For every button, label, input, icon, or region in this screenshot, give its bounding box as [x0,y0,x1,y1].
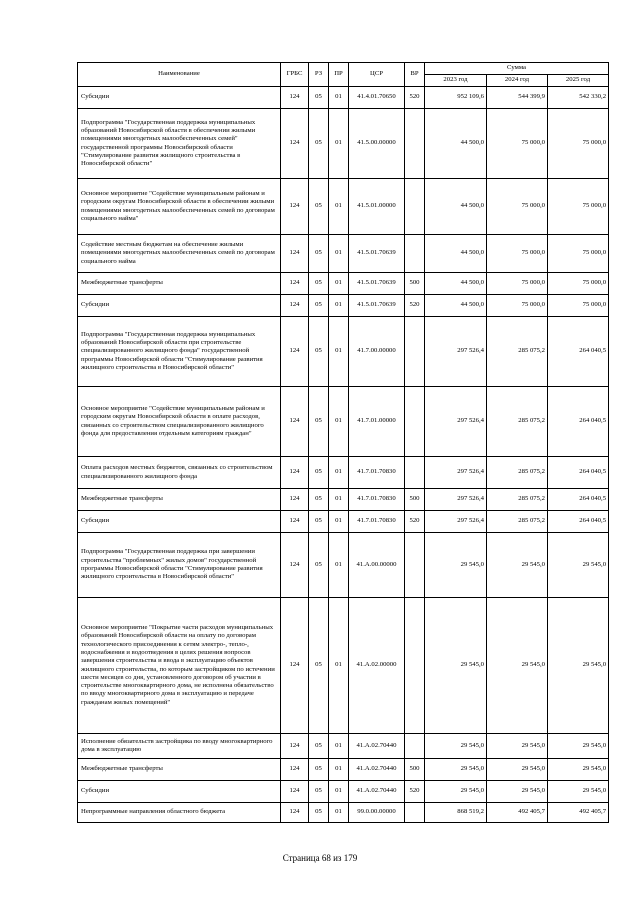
header-csr: ЦСР [349,63,405,87]
row-rz: 05 [309,511,329,533]
row-grbs: 124 [281,109,309,179]
row-name: Межбюджетные трансферты [78,759,281,781]
row-rz: 05 [309,179,329,235]
row-grbs: 124 [281,235,309,273]
table-row [78,273,609,295]
row-2025: 264 040,5 [548,457,609,489]
row-2024: 285 075,2 [487,457,548,489]
row-csr: 41.А.02.70440 [349,734,405,759]
row-name: Подпрограмма "Государственная поддержка при завершении строительства "проблемных" жилых домов" государственной программы Новосибирской области "Стимулирование развития жилищного строительства в Новосибирской области" [78,533,281,598]
row-rz: 05 [309,759,329,781]
row-grbs: 124 [281,87,309,109]
table-row [78,803,609,823]
table-row [78,734,609,759]
row-vr [405,179,425,235]
row-2024: 285 075,2 [487,511,548,533]
header-2023: 2023 год [425,75,487,87]
row-2024: 75 000,0 [487,109,548,179]
row-rz: 05 [309,533,329,598]
row-pr: 01 [329,273,349,295]
row-2024: 29 545,0 [487,781,548,803]
row-pr: 01 [329,803,349,823]
row-rz: 05 [309,489,329,511]
row-rz: 05 [309,317,329,387]
row-2024: 75 000,0 [487,235,548,273]
row-name: Субсидии [78,511,281,533]
row-2023: 29 545,0 [425,598,487,734]
row-name: Основное мероприятие "Содействие муниципальным районам и городским округам Новосибирской области в оплате расходов, связанных со строительством специализированного жилищного фонда для предоставления отдельным категориям граждан" [78,387,281,457]
row-2025: 29 545,0 [548,598,609,734]
row-pr: 01 [329,734,349,759]
row-name: Межбюджетные трансферты [78,273,281,295]
row-2023: 29 545,0 [425,759,487,781]
row-pr: 01 [329,235,349,273]
row-2024: 285 075,2 [487,317,548,387]
row-vr [405,734,425,759]
row-rz: 05 [309,87,329,109]
row-pr: 01 [329,317,349,387]
row-grbs: 124 [281,179,309,235]
row-csr: 41.7.00.00000 [349,317,405,387]
row-grbs: 124 [281,295,309,317]
row-csr: 41.7.01.70830 [349,511,405,533]
row-csr: 41.7.01.00000 [349,387,405,457]
row-name: Содействие местным бюджетам на обеспечение жилыми помещениями многодетных малообеспеченных семей по договорам социального найма [78,235,281,273]
row-grbs: 124 [281,317,309,387]
row-name: Субсидии [78,781,281,803]
row-csr: 99.0.00.00000 [349,803,405,823]
row-2025: 29 545,0 [548,759,609,781]
row-2023: 297 526,4 [425,457,487,489]
budget-table-sheet [77,62,608,823]
row-2023: 44 500,0 [425,273,487,295]
header-rz: РЗ [309,63,329,87]
row-name: Подпрограмма "Государственная поддержка муниципальных образований Новосибирской области при строительстве специализированного жилищного фонда" государственной программы Новосибирской области "Стимулирование развития жилищного строительства в Новосибирской области" [78,317,281,387]
row-csr: 41.А.02.00000 [349,598,405,734]
row-pr: 01 [329,533,349,598]
header-vr: ВР [405,63,425,87]
row-grbs: 124 [281,273,309,295]
row-pr: 01 [329,489,349,511]
row-vr [405,109,425,179]
table-row [78,87,609,109]
row-2023: 297 526,4 [425,387,487,457]
row-rz: 05 [309,781,329,803]
row-pr: 01 [329,781,349,803]
row-rz: 05 [309,273,329,295]
row-2024: 492 405,7 [487,803,548,823]
table-row [78,179,609,235]
header-pr: ПР [329,63,349,87]
row-pr: 01 [329,457,349,489]
header-2025: 2025 год [548,75,609,87]
row-vr [405,533,425,598]
row-2023: 952 109,6 [425,87,487,109]
row-name: Субсидии [78,295,281,317]
row-vr: 500 [405,273,425,295]
row-vr [405,387,425,457]
row-csr: 41.5.01.70639 [349,235,405,273]
table-row [78,109,609,179]
row-2025: 75 000,0 [548,109,609,179]
header-name: Наименование [78,63,281,87]
row-vr [405,317,425,387]
row-2025: 75 000,0 [548,235,609,273]
table-row [78,759,609,781]
row-csr: 41.5.01.70639 [349,295,405,317]
row-vr [405,803,425,823]
row-vr: 500 [405,489,425,511]
row-vr: 500 [405,759,425,781]
table-row [78,387,609,457]
budget-table [77,62,609,823]
row-2023: 297 526,4 [425,317,487,387]
row-2025: 264 040,5 [548,387,609,457]
row-vr [405,457,425,489]
row-2025: 29 545,0 [548,533,609,598]
row-pr: 01 [329,759,349,781]
header-2024: 2024 год [487,75,548,87]
row-name: Подпрограмма "Государственная поддержка муниципальных образований Новосибирской области в обеспечении жилыми помещениями многодетных малообеспеченных семей" государственной программы Новосибирской области "Стимулирование развития жилищного строительства в Новосибирской области" [78,109,281,179]
row-vr [405,598,425,734]
row-name: Непрограммные направления областного бюджета [78,803,281,823]
table-row [78,598,609,734]
row-grbs: 124 [281,734,309,759]
row-pr: 01 [329,598,349,734]
row-2024: 75 000,0 [487,179,548,235]
row-2024: 75 000,0 [487,295,548,317]
row-rz: 05 [309,457,329,489]
row-2025: 29 545,0 [548,734,609,759]
table-row [78,295,609,317]
table-row [78,511,609,533]
row-2025: 264 040,5 [548,511,609,533]
row-name: Основное мероприятие "Покрытие части расходов муниципальных образований Новосибирской области на оплату по договорам технологического присоединения к сетям электро-, тепло-, водоснабжения и водоотведения в целях решения вопросов завершения строительства и ввода в эксплуатацию объектов жилищного строительства, по которым застройщиком по истечении шести месяцев со дня, установленного договором об участии в строительстве многоквартирного дома, не исполнена обязательство по вводу многоквартирного дома в эксплуатацию и передаче гражданам жилых помещений" [78,598,281,734]
header-grbs: ГРБС [281,63,309,87]
row-name: Межбюджетные трансферты [78,489,281,511]
row-csr: 41.7.01.70830 [349,489,405,511]
row-csr: 41.5.01.00000 [349,179,405,235]
row-rz: 05 [309,734,329,759]
row-grbs: 124 [281,511,309,533]
page-footer: Страница 68 из 179 [282,853,358,863]
row-2025: 264 040,5 [548,317,609,387]
row-csr: 41.А.02.70440 [349,781,405,803]
row-2024: 75 000,0 [487,273,548,295]
row-pr: 01 [329,179,349,235]
row-csr: 41.5.01.70639 [349,273,405,295]
row-2025: 264 040,5 [548,489,609,511]
row-grbs: 124 [281,598,309,734]
row-2024: 285 075,2 [487,489,548,511]
row-rz: 05 [309,803,329,823]
header-sums: Сумма [425,63,609,75]
row-name: Исполнение обязательств застройщика по вводу многоквартирного дома в эксплуатацию [78,734,281,759]
row-pr: 01 [329,511,349,533]
row-2025: 492 405,7 [548,803,609,823]
row-name: Оплата расходов местных бюджетов, связанных со строительством специализированного жилищного фонда [78,457,281,489]
row-pr: 01 [329,109,349,179]
table-row [78,489,609,511]
row-2025: 542 330,2 [548,87,609,109]
row-2023: 44 500,0 [425,179,487,235]
row-2023: 297 526,4 [425,489,487,511]
row-vr: 520 [405,511,425,533]
table-row [78,235,609,273]
row-2023: 44 500,0 [425,295,487,317]
row-grbs: 124 [281,489,309,511]
row-2023: 44 500,0 [425,235,487,273]
row-rz: 05 [309,295,329,317]
row-pr: 01 [329,387,349,457]
row-pr: 01 [329,87,349,109]
row-2025: 75 000,0 [548,179,609,235]
row-vr: 520 [405,781,425,803]
row-csr: 41.4.01.70650 [349,87,405,109]
row-2024: 29 545,0 [487,533,548,598]
table-body [78,87,609,823]
row-2023: 868 519,2 [425,803,487,823]
row-grbs: 124 [281,533,309,598]
row-2023: 29 545,0 [425,781,487,803]
row-2024: 29 545,0 [487,759,548,781]
row-pr: 01 [329,295,349,317]
row-2025: 75 000,0 [548,295,609,317]
row-name: Субсидии [78,87,281,109]
row-2024: 29 545,0 [487,734,548,759]
row-2024: 29 545,0 [487,598,548,734]
table-row [78,533,609,598]
row-csr: 41.А.02.70440 [349,759,405,781]
row-name: Основное мероприятие "Содействие муниципальным районам и городским округам Новосибирской области в обеспечении жилыми помещениями многодетных малообеспеченных семей по договорам социального найма" [78,179,281,235]
row-2023: 44 500,0 [425,109,487,179]
table-row [78,317,609,387]
row-2023: 29 545,0 [425,533,487,598]
row-rz: 05 [309,387,329,457]
table-row [78,781,609,803]
row-csr: 41.5.00.00000 [349,109,405,179]
row-vr: 520 [405,295,425,317]
row-rz: 05 [309,235,329,273]
row-grbs: 124 [281,457,309,489]
row-csr: 41.7.01.70830 [349,457,405,489]
row-2023: 29 545,0 [425,734,487,759]
row-2025: 75 000,0 [548,273,609,295]
table-row [78,457,609,489]
row-rz: 05 [309,598,329,734]
row-grbs: 124 [281,759,309,781]
row-vr [405,235,425,273]
row-2024: 285 075,2 [487,387,548,457]
row-grbs: 124 [281,781,309,803]
row-2024: 544 399,9 [487,87,548,109]
row-grbs: 124 [281,803,309,823]
row-rz: 05 [309,109,329,179]
row-2025: 29 545,0 [548,781,609,803]
row-vr: 520 [405,87,425,109]
row-csr: 41.А.00.00000 [349,533,405,598]
row-grbs: 124 [281,387,309,457]
row-2023: 297 526,4 [425,511,487,533]
